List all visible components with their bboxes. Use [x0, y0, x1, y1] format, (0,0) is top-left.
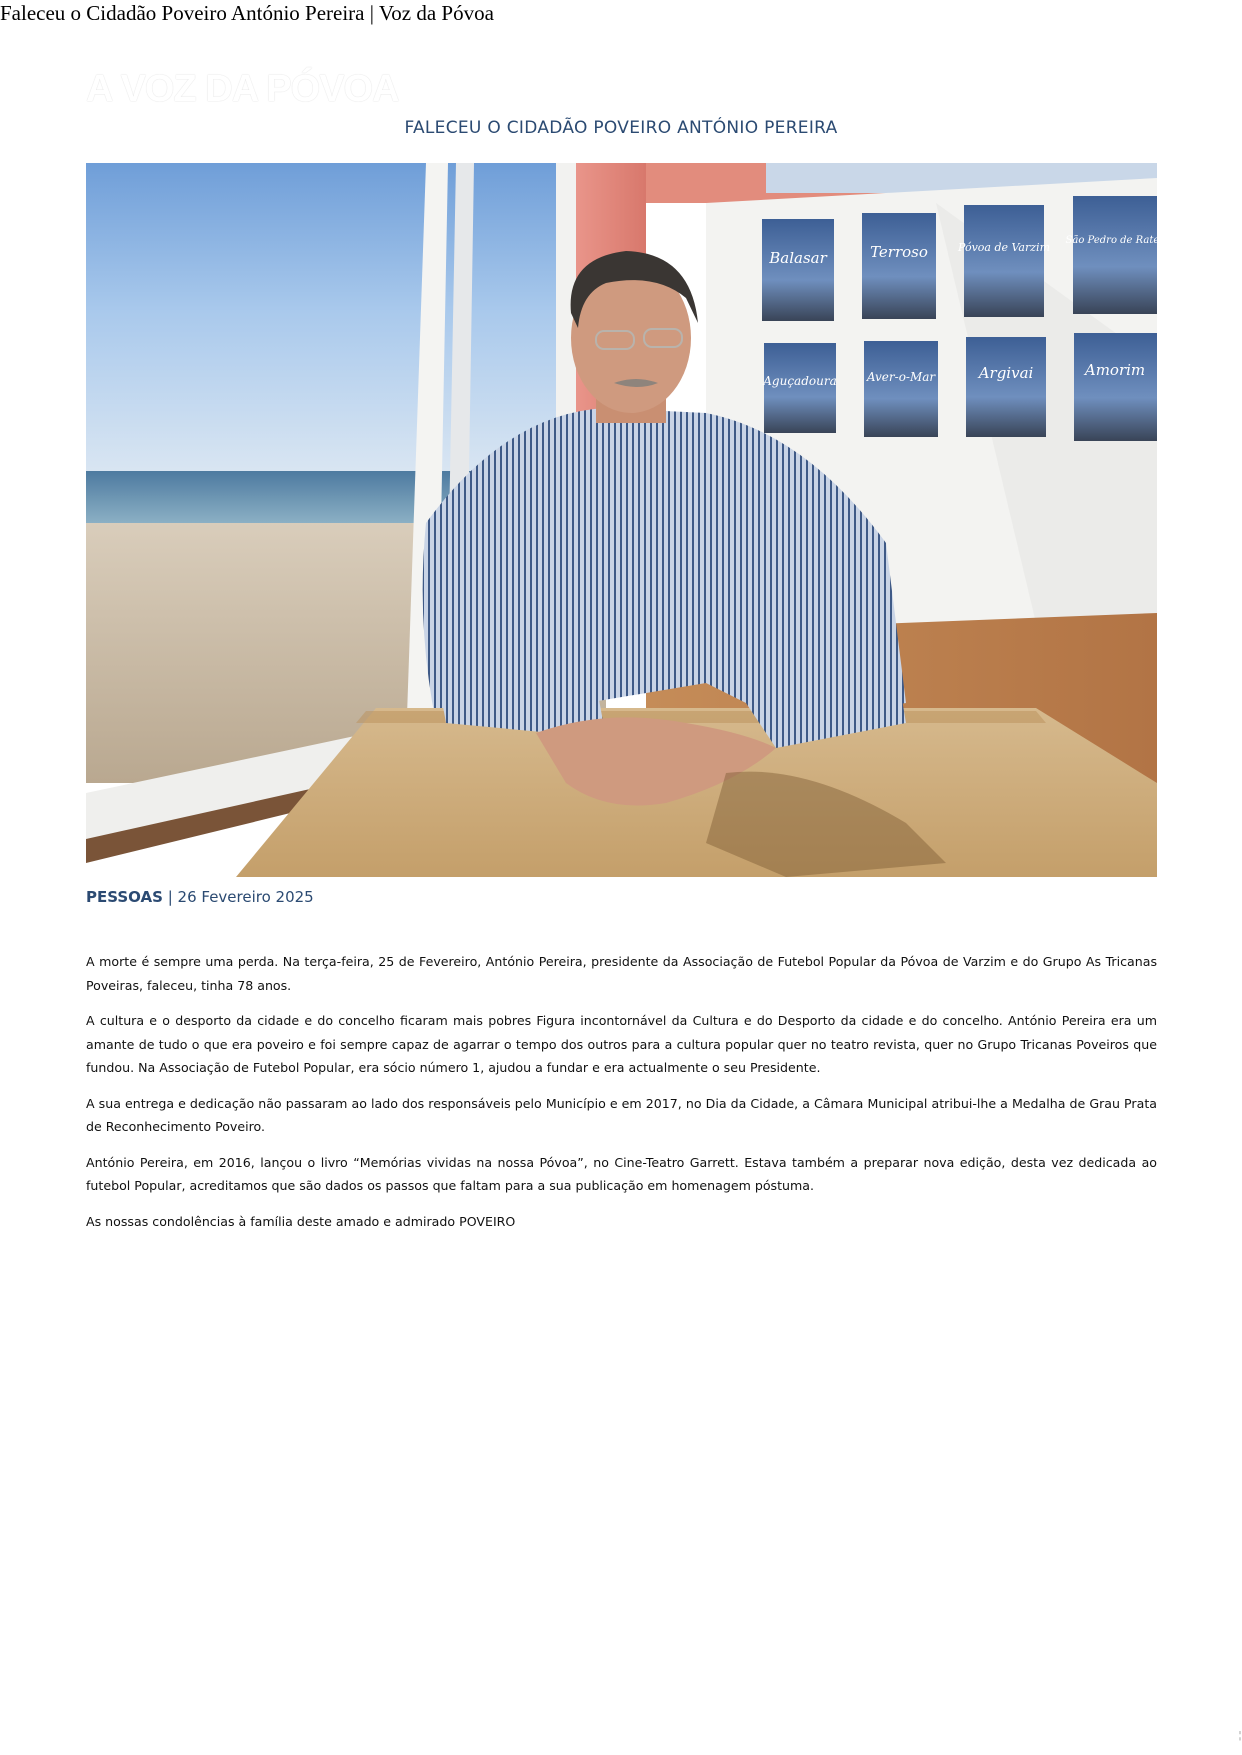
page-corner-mark: ¦ [1238, 1730, 1241, 1741]
poster-title: Argivai [978, 364, 1034, 382]
poster-title: Aguçadoura [763, 374, 837, 388]
article-body [86, 950, 1157, 1245]
article-paragraph: A sua entrega e dedicação não passaram ao lado dos responsáveis pelo Município e em 2017, no Dia da Cidade, a Câmara Municipal atribui-lhe a Medalha de Grau Prata de Reconhecimento Poveiro. [86, 1095, 1157, 1134]
meta-separator: | [162, 888, 178, 906]
hero-photo [86, 163, 1165, 877]
poster-title: Aver-o-Mar [866, 370, 936, 384]
category-link[interactable]: PESSOAS [86, 888, 163, 906]
poster-title: Balasar [769, 249, 827, 267]
poster-title: Póvoa de Varzim [957, 241, 1051, 254]
article-meta [86, 888, 314, 906]
poster-title: Amorim [1084, 361, 1146, 379]
article-paragraph: António Pereira, em 2016, lançou o livro “Memórias vividas na nossa Póvoa”, no Cine-Teatro Garrett. Estava também a preparar nova edição, desta vez dedicada ao futebol Popular, acreditamos que são dados os passos que faltam para a sua publicação em homenagem póstuma. [86, 1154, 1157, 1193]
poster-title: Terroso [870, 243, 928, 261]
site-logo[interactable]: A VOZ DA PÓVOA [86, 68, 399, 110]
article-paragraph: A morte é sempre uma perda. Na terça-feira, 25 de Fevereiro, António Pereira, presidente da Associação de Futebol Popular da Póvoa de Varzim e do Grupo As Tricanas Poveiras, faleceu, tinha 78 anos. [86, 954, 1157, 993]
document-title: Faleceu o Cidadão Poveiro António Pereira | Voz da Póvoa [0, 1, 494, 25]
article-headline: FALECEU O CIDADÃO POVEIRO ANTÓNIO PEREIRA [404, 118, 838, 138]
poster-title: São Pedro de Rates [1065, 235, 1165, 246]
article-paragraph: A cultura e o desporto da cidade e do concelho ficaram mais pobres Figura incontornável da Cultura e do Desporto da cidade e do concelho. António Pereira era um amante de tudo o que era poveiro e foi sempre capaz de agarrar o tempo dos outros para a cultura popular quer no teatro revista, quer no Grupo Tricanas Poveiros que fundou. Na Associação de Futebol Popular, era sócio número 1, ajudou a fundar e era actualmente o seu Presidente. [86, 1013, 1157, 1075]
publish-date: 26 Fevereiro 2025 [177, 888, 314, 906]
article-paragraph: As nossas condolências à família deste amado e admirado POVEIRO [86, 1213, 516, 1229]
